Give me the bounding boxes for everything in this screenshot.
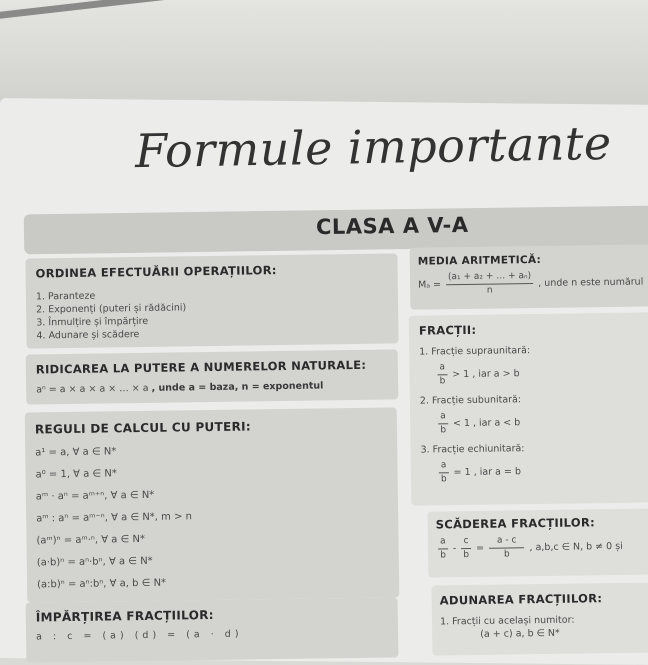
fraction-type-label: 1. Fracție supraunitară:	[419, 345, 531, 358]
power-rule: a⁰ = 1, ∀ a ∈ N*	[35, 468, 117, 481]
addition-partial: (a + c) a, b ∈ N*	[480, 627, 560, 640]
powers-box	[26, 349, 399, 404]
mean-lhs: Mₐ =	[418, 279, 442, 291]
list-item: 1. Paranteze	[35, 290, 96, 303]
power-rule: (a:b)ⁿ = aⁿ:bⁿ, ∀ a, b ∈ N*	[37, 577, 167, 591]
power-formula: aⁿ = a × a × a × … × a	[36, 382, 149, 396]
arithmetic-mean-heading: MEDIA ARITMETICĂ:	[417, 253, 542, 268]
power-rule: a¹ = a, ∀ a ∈ N*	[35, 446, 117, 459]
fraction: $\frac{c}{b}$	[461, 535, 471, 562]
mean-note: , unde n este numărul	[538, 276, 644, 289]
fraction-type-label: 3. Fracție echiunitară:	[420, 443, 525, 456]
formula-term: =	[167, 629, 180, 641]
fraction: $\frac{a}{b}$	[439, 459, 449, 486]
power-rule: (a·b)ⁿ = aⁿ·bⁿ, ∀ a ∈ N*	[36, 555, 153, 569]
fractions-heading: FRACȚII:	[418, 322, 477, 338]
operator: -	[452, 543, 457, 555]
fraction: $\frac{a}{b}$	[438, 410, 448, 437]
list-item: 2. Exponenți (puteri și rădăcini)	[36, 302, 187, 316]
fraction-addition-box	[432, 582, 648, 655]
fraction-division-box	[26, 597, 399, 662]
power-note: , unde a = baza, n = exponentul	[151, 380, 324, 394]
fraction-subtraction-box	[428, 508, 648, 577]
formula-term: :	[52, 631, 61, 643]
subtraction-note: , a,b,c ∈ N, b ≠ 0 și	[529, 540, 623, 554]
fraction-relation: > 1 , iar a > b	[452, 368, 520, 381]
formula-term: (d)	[134, 629, 161, 642]
fraction-addition-heading: ADUNAREA FRACȚIILOR:	[439, 591, 603, 608]
formula-term: c	[67, 630, 77, 643]
fraction: $\frac{a}{b}$	[437, 361, 447, 388]
power-rules-heading: REGULI DE CALCUL CU PUTERI:	[34, 419, 252, 437]
fraction: $\frac{a}{b}$	[438, 535, 448, 562]
order-of-operations-heading: ORDINEA EFECTUĂRII OPERAȚIILOR:	[35, 263, 277, 281]
arithmetic-mean-box	[410, 244, 648, 309]
power-rule: (aᵐ)ⁿ = aᵐ·ⁿ, ∀ a ∈ N*	[36, 533, 146, 547]
formula-term: (a · d)	[186, 628, 243, 641]
grade-band-label: CLASA A V-A	[315, 212, 469, 240]
fraction-subtraction-heading: SCĂDEREA FRACȚIILOR:	[435, 515, 596, 532]
formula-term: =	[83, 630, 96, 642]
mean-fraction: $\frac{\text{(a₁ + a₂ + … + aₙ)}}{n}$	[446, 270, 534, 298]
fraction: $\frac{a - c}{b}$	[489, 534, 525, 561]
fraction-relation: < 1 , iar a < b	[452, 417, 521, 430]
power-rule: aᵐ · aⁿ = aᵐ⁺ⁿ, ∀ a ∈ N*	[35, 489, 155, 503]
fraction-relation: = 1 , iar a = b	[453, 466, 522, 479]
list-item: 3. Înmulțire și împărțire	[36, 315, 149, 329]
formula-term: (a)	[102, 630, 128, 642]
addition-item: 1. Fracții cu același numitor:	[439, 614, 575, 628]
fraction-division-heading: ÎMPĂRȚIREA FRACȚIILOR:	[35, 607, 214, 625]
order-of-operations-box	[25, 253, 398, 348]
formula-term: a	[36, 631, 46, 643]
list-item: 4. Adunare și scădere	[36, 329, 140, 342]
power-rules-box	[25, 407, 400, 602]
power-rule: aᵐ : aⁿ = aᵐ⁻ⁿ, ∀ a ∈ N*, m > n	[36, 511, 193, 525]
powers-heading: RIDICAREA LA PUTERE A NUMERELOR NATURALE:	[35, 357, 367, 377]
background-surface	[0, 0, 648, 110]
page-title: Formule importante	[134, 115, 613, 179]
fraction-type-label: 2. Fracție subunitară:	[419, 394, 522, 407]
operator: =	[475, 542, 485, 554]
fractions-box	[409, 312, 648, 505]
